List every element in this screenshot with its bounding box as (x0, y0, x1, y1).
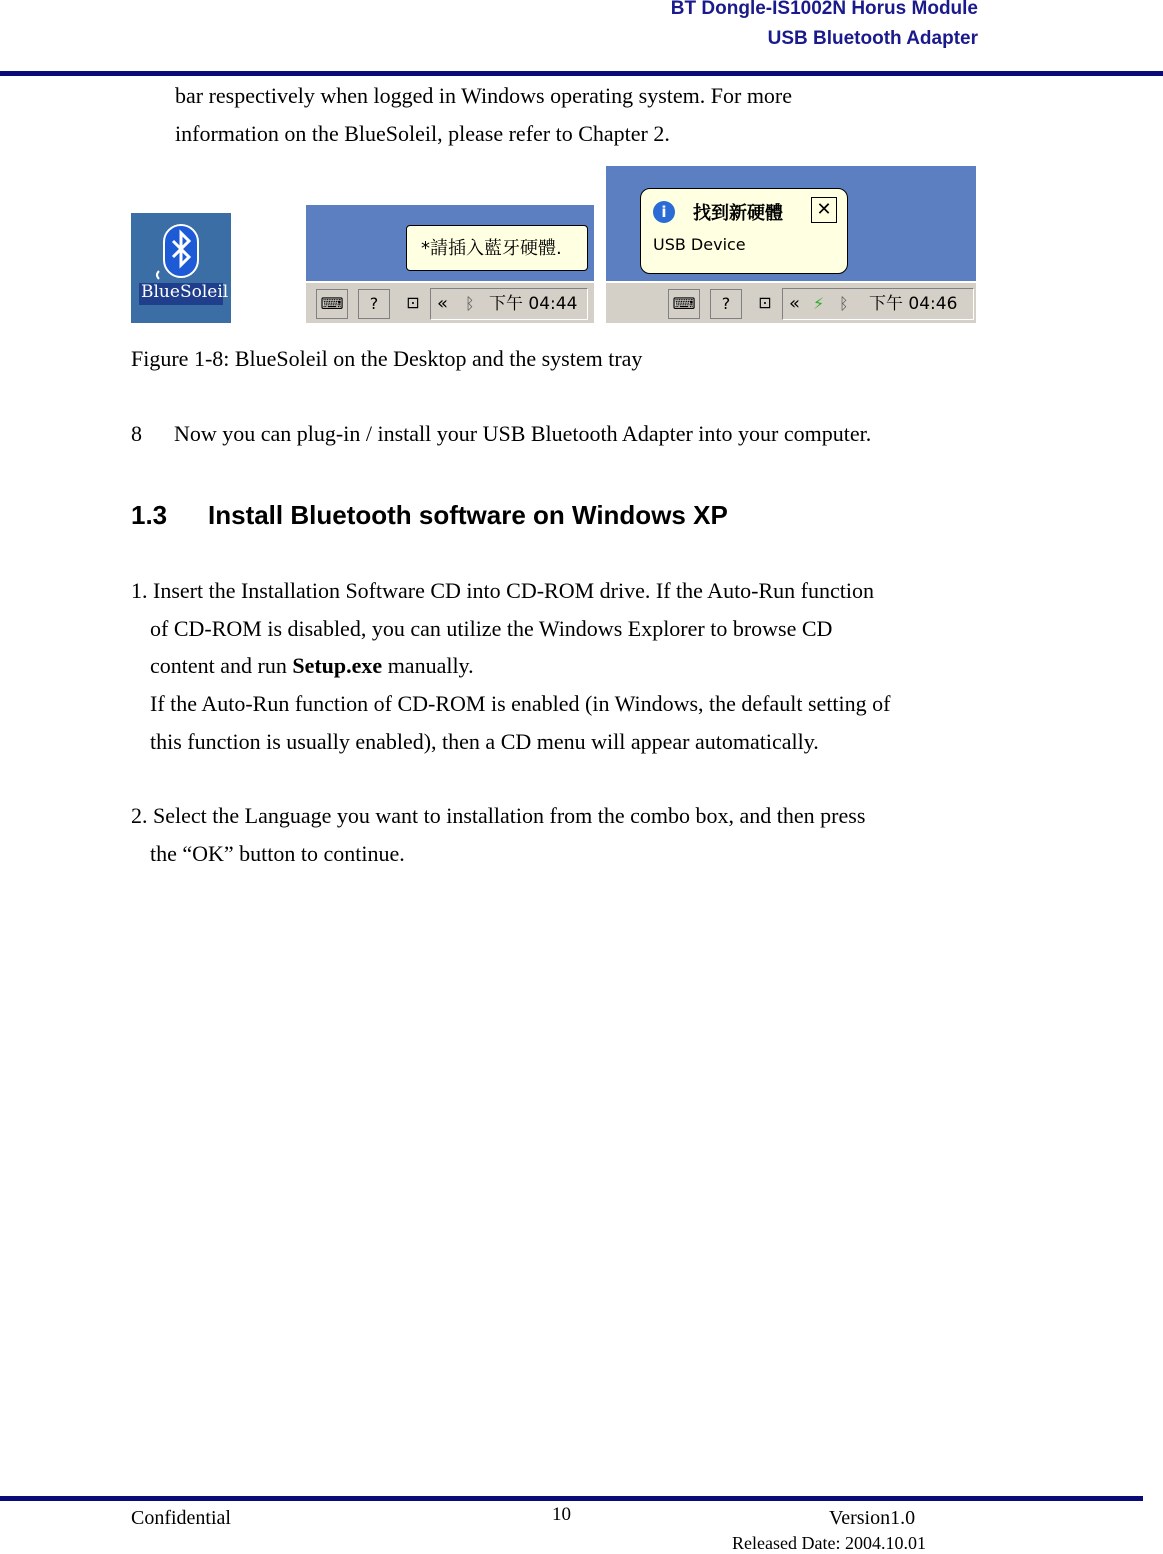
item1-line-5: this function is usually enabled), then a CD menu will appear automatically. (150, 729, 819, 754)
intro-line-2: information on the BlueSoleil, please refer to Chapter 2. (175, 121, 670, 146)
header-rule (0, 71, 1163, 76)
section-number: 1.3 (131, 500, 168, 530)
page-number: 10 (552, 1504, 571, 1525)
bluetooth-icon (131, 213, 231, 323)
balloon-text: *請插入藍牙硬體. (421, 238, 562, 259)
help-icon: ? (710, 289, 742, 319)
close-icon[interactable]: ✕ (811, 197, 837, 223)
footer-confidential: Confidential (131, 1507, 231, 1529)
system-tray-screenshot-1 (306, 205, 594, 323)
tray-clock: 下午 04:46 (869, 294, 958, 314)
item2-line-2: the “OK” button to continue. (150, 841, 405, 866)
chevron-left-icon: « (789, 293, 801, 314)
taskbar (606, 281, 976, 323)
item2-line-1: 2. Select the Language you want to installation from the combo box, and then press (131, 803, 866, 828)
balloon-text: USB Device (653, 235, 746, 254)
help-icon: ? (358, 289, 390, 319)
header-subtitle: USB Bluetooth Adapter (767, 28, 978, 49)
notification-area (782, 288, 974, 320)
intro-line-1: bar respectively when logged in Windows operating system. For more (175, 83, 793, 108)
desktop-icon-label: BlueSoleil (141, 282, 229, 302)
item1-line-3-post: manually. (382, 653, 474, 678)
restore-icon: ⊡ (398, 289, 428, 317)
section-title: Install Bluetooth software on Windows XP (208, 500, 728, 530)
tray-clock: 下午 04:44 (489, 294, 578, 314)
system-tray-screenshot-2 (606, 166, 976, 323)
insert-hardware-balloon (406, 225, 588, 271)
item1-line-1: 1. Insert the Installation Software CD into CD-ROM drive. If the Auto-Run function (131, 578, 874, 603)
keyboard-icon: ⌨ (316, 289, 348, 319)
bluetooth-tray-icon: ᛒ (465, 294, 475, 313)
step-text: Now you can plug-in / install your USB Bluetooth Adapter into your computer. (174, 421, 872, 446)
item1-line-4: If the Auto-Run function of CD-ROM is enabled (in Windows, the default setting of (150, 691, 891, 716)
found-new-hardware-balloon (640, 188, 848, 274)
item1-line-3-pre: content and run (150, 653, 293, 678)
taskbar (306, 281, 594, 323)
footer-version: Version1.0 (829, 1507, 916, 1529)
item1-line-2: of CD-ROM is disabled, you can utilize the Windows Explorer to browse CD (150, 616, 833, 641)
notification-area (430, 288, 588, 320)
keyboard-icon: ⌨ (668, 289, 700, 319)
chevron-left-icon: « (437, 293, 449, 314)
step-number: 8 (131, 421, 142, 446)
balloon-title: 找到新硬體 (693, 203, 783, 224)
footer-released-date: Released Date: 2004.10.01 (732, 1533, 926, 1553)
setup-exe-text: Setup.exe (292, 653, 383, 678)
restore-icon: ⊡ (750, 289, 780, 317)
bluesoleil-desktop-icon (131, 213, 231, 323)
info-icon: i (653, 201, 675, 223)
figure-caption: Figure 1-8: BlueSoleil on the Desktop and the system tray (131, 346, 643, 371)
bluetooth-tray-icon: ᛒ (839, 294, 849, 313)
header-title: BT Dongle-IS1002N Horus Module (670, 0, 978, 19)
footer-rule (0, 1496, 1143, 1501)
item1-line-3 (150, 648, 474, 684)
plug-icon: ⚡ (813, 294, 825, 313)
